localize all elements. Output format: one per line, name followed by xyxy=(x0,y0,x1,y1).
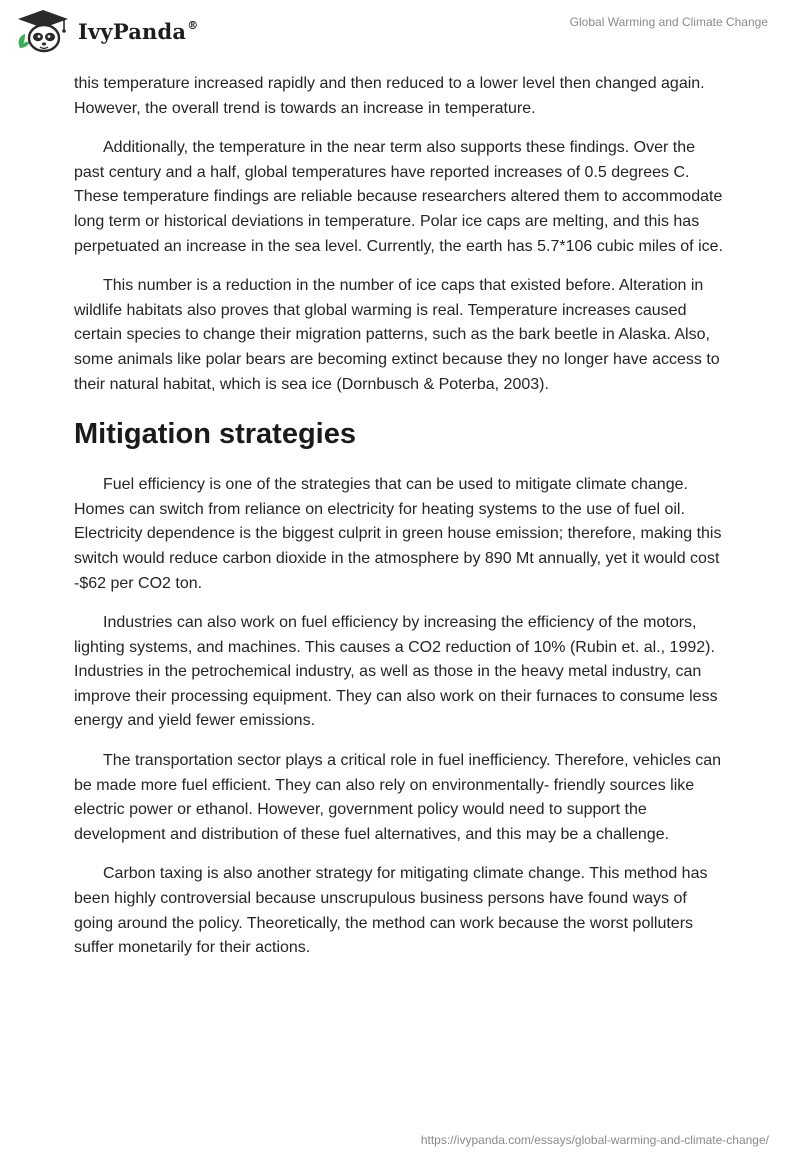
panda-graduation-cap-logo-icon xyxy=(14,8,72,54)
paragraph: Additionally, the temperature in the near term also supports these findings. Over the past century and a half, global temperatures have reported increases of 0.5 degrees C. These temperature findings are reliable because researchers altered them to accommodate long term or historical deviations in temperature. Polar ice caps are melting, and this has perpetuated an increase in the sea level. Currently, the earth has 5.7*106 cubic miles of ice. xyxy=(74,139,723,255)
source-url: https://ivypanda.com/essays/global-warming-and-climate-change/ xyxy=(420,1133,769,1147)
paragraph: Carbon taxing is also another strategy for mitigating climate change. This method has been highly controversial because unscrupulous business persons have found ways of going around the policy. Theoretically, the method can work because the worst polluters suffer monetarily for their actions. xyxy=(74,865,708,957)
paragraph: Fuel efficiency is one of the strategies that can be used to mitigate climate change. Homes can switch from reliance on electricity for heating systems to the use of fuel oil. Electricity dependence is the biggest culprit in green house emission; therefore, making this switch would reduce carbon dioxide in the atmosphere by 890 Mt annually, yet it would cost -$62 per CO2 ton. xyxy=(74,476,722,592)
ivypanda-logo[interactable] xyxy=(14,8,198,54)
paragraph: This number is a reduction in the number of ice caps that existed before. Alteration in wildlife habitats also proves that global warming is real. Temperature increases caused certain species to change their migration patterns, such as the bark beetle in Alaska. Also, some animals like polar bears are becoming extinct because they no longer have access to their natural habitat, which is sea ice (Dornbusch & Poterba, 2003). xyxy=(74,277,720,393)
page-header xyxy=(0,0,800,70)
brand-name: IvyPanda® xyxy=(78,18,199,44)
paragraph: this temperature increased rapidly and then reduced to a lower level then changed again. However, the overall trend is towards an increase in temperature. xyxy=(74,75,705,117)
section-heading: Mitigation strategies xyxy=(74,418,356,451)
paragraph: Industries can also work on fuel efficiency by increasing the efficiency of the motors, lighting systems, and machines. This causes a CO2 reduction of 10% (Rubin et. al., 1992). Industries in the petrochemical industry, as well as those in the heavy metal industry, can improve their processing equipment. They can also work on their furnaces to consume less energy and yield fewer emissions. xyxy=(74,614,718,730)
essay-content xyxy=(74,72,726,976)
paragraph: The transportation sector plays a critical role in fuel inefficiency. Therefore, vehicles can be made more fuel efficient. They can also rely on environmentally- friendly sources like electric power or ethanol. However, government policy would need to support the development and distribution of these fuel alternatives, and this may be a challenge. xyxy=(74,752,722,843)
document-title: Global Warming and Climate Change xyxy=(569,15,768,29)
